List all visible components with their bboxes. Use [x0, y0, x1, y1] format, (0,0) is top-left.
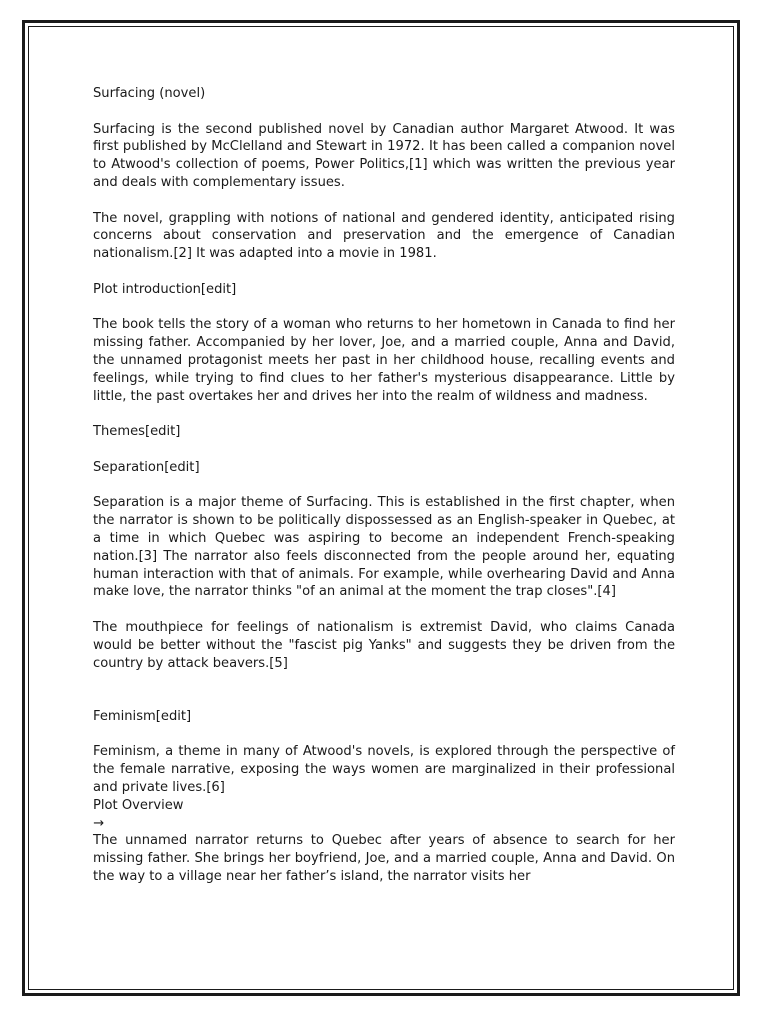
paragraph-intro-1: Surfacing is the second published novel by Canadian author Margaret Atwood. It was first published by McClelland and Stewart in 1972. It has been called a companion novel to Atwood's collection of poems, Power Politics,[1] which was written the previous year and deals with complementary issues.	[93, 121, 675, 190]
paragraph-intro-2: The novel, grappling with notions of national and gendered identity, anticipated rising concerns about conservation and preservation and the emergence of Canadian nationalism.[2] It was adapted into a movie in 1981.	[93, 210, 675, 262]
paragraph-separation-1: Separation is a major theme of Surfacing. This is established in the first chapter, when the narrator is shown to be politically dispossessed as an English-speaker in Quebec, at a time in which Quebec was aspiring to become an independent French-speaking nation.[3] The narrator also feels disconnected from the people around her, equating human interaction with that of animals. For example, while overhearing David and Anna make love, the narrator thinks "of an animal at the moment the trap closes".[4]	[93, 495, 675, 600]
document-body	[93, 85, 675, 886]
paragraph-feminism-1: Feminism, a theme in many of Atwood's novels, is explored through the perspective of the female narrative, exposing the ways women are marginalized in their professional and private lives.[6]	[93, 744, 675, 796]
heading-feminism: Feminism[edit]	[93, 708, 192, 724]
heading-plot-overview: Plot Overview	[93, 797, 184, 813]
paragraph-plot-1: The book tells the story of a woman who returns to her hometown in Canada to find her missing father. Accompanied by her lover, Joe, and a married couple, Anna and David, the unnamed protagonist meets her past in her childhood house, recalling events and feelings, while trying to find clues to her father's mysterious disappearance. Little by little, the past overtakes her and drives her into the realm of wildness and madness.	[93, 317, 675, 404]
heading-themes: Themes[edit]	[93, 424, 181, 440]
arrow-symbol: →	[93, 815, 104, 831]
heading-plot-introduction: Plot introduction[edit]	[93, 281, 237, 297]
page-title: Surfacing (novel)	[93, 86, 206, 101]
paragraph-separation-2: The mouthpiece for feelings of nationalism is extremist David, who claims Canada would be better without the "fascist pig Yanks" and suggests they be driven from the country by attack beavers.[5]	[93, 619, 675, 671]
heading-separation: Separation[edit]	[93, 459, 200, 475]
paragraph-overview-1: The unnamed narrator returns to Quebec after years of absence to search for her missing father. She brings her boyfriend, Joe, and a married couple, Anna and David. On the way to a village near her father’s island, the narrator visits her	[93, 833, 675, 885]
